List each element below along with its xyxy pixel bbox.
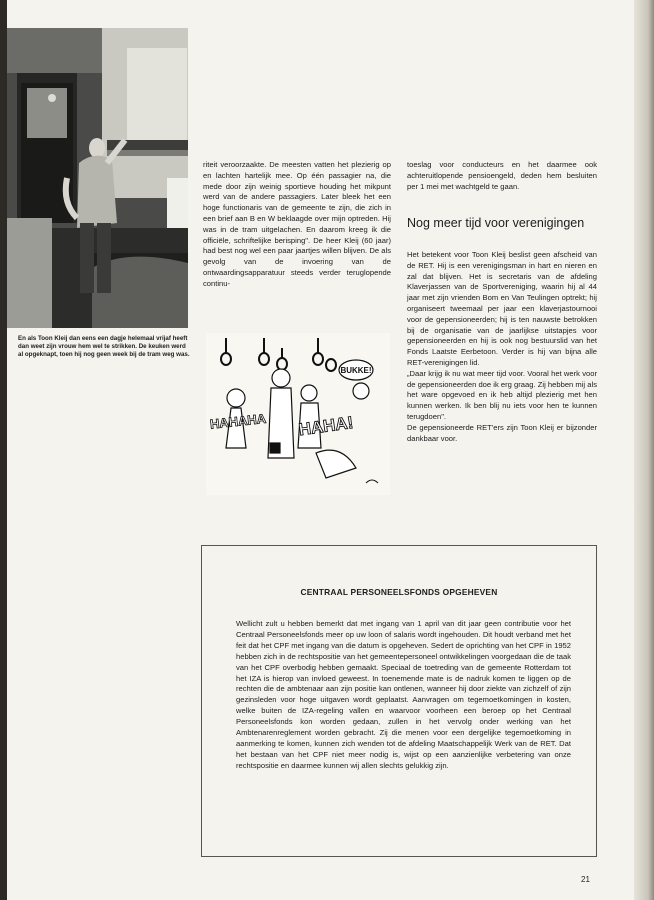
cpf-notice-body: Wellicht zult u hebben bemerkt dat met ingang van 1 april van dit jaar geen contributie voor het Centraal Personeelsfonds meer op uw loon of salaris wordt ingehouden. Dit houdt verband met het feit dat het CPF met ingang van die datum is opgeheven. Sedert de oprichting van het CPF in 1952 hebben zich in de rechtspositie van het gemeentepersoneel ontwikkelingen voorgedaan die de taak van het CPF overbodig hebben gemaakt. Speciaal de toetreding van de gemeente Rotterdam tot het IZA is hierop van invloed geweest. In toenemende mate is de nadruk komen te liggen op de rechten die de ambtenaar aan zijn positie kan ontlenen, wanneer hij door ziekte van zichzelf of zijn gezinsleden voor hoge uitgaven wordt geplaatst. Aanvragen om tegemoetkomingen in kosten, welke buiten de IZA-regeling vallen en waarvoor voorheen een beroep op het Centraal Personeelsfonds kon worden gedaan, zullen in het vervolg onder werking van het Ambtenarenreglement worden gebracht. Zij die menen voor een dergelijke tegemoetkoming in aanmerking te komen, kunnen zich wenden tot de afdeling Maatschappelijk Werk van de RET. Dat het bestaan van het CPF niet meer nodig is, wijst op een aanzienlijke verbetering van onze rechtspositie en daarmee kunnen wij allen slechts gelukkig zijn. <box>236 619 571 770</box>
page-edge-right <box>634 0 654 900</box>
cartoon-laugh-left: HAHAHA <box>209 410 267 432</box>
paragraph: „Daar krijg ik nu wat meer tijd voor. Vooral het werk voor de gepensioneerden doe ik erg graag. Zij hebben mij als het ware opgevoed en ik heb altijd plezierig met hen kunnen werken. Ik ben blij nu iets voor hen te kunnen terugdoen". <box>407 368 597 421</box>
column-2-text: riteit veroorzaakte. De meesten vatten het plezierig op en lachten hartelijk mee. Op één passagier na, die mede door zijn weinig sportieve houding het mikpunt werd van de andere passagiers. Later bleek het een hoge functionaris van de gemeente te zijn, die zich in een brief aan B en W beklaagde over mijn optreden. Hij was in de tram uitgelachen. En daarom kreeg ik die officiële, schriftelijke berisping". De heer Kleij (60 jaar) had best nog wel een paar jaartjes willen blijven. De als gevolg van de invoering van de ontwaardingsapparatuur steeds verder teruglopende continu- <box>203 160 391 288</box>
tram-cartoon <box>206 333 390 495</box>
page-number: 21 <box>581 875 590 884</box>
cartoon-laugh-right: HAHA! <box>297 412 355 440</box>
column-3-body <box>407 250 597 444</box>
page-edge-dark <box>0 0 7 900</box>
cpf-notice-box <box>201 545 597 857</box>
column-3-top-text: toeslag voor conducteurs en het daarmee ook achteruitlopende pensioengeld, deden hem besluiten per 1 mei met wachtgeld te gaan. <box>407 160 597 191</box>
section-heading: Nog meer tijd voor verenigingen <box>407 216 585 230</box>
cartoon-balloon-text: BUKKE! <box>340 366 372 375</box>
paragraph: Het betekent voor Toon Kleij beslist geen afscheid van de RET. Hij is een verenigingsman in hart en nieren en zal dat blijven. Het is secretaris van de afdeling Klaverjassen van de Sportvereniging, waarin hij al 44 jaar met zijn vrienden Bom en Van Teulingen optrekt; hij organiseert tweemaal per jaar een klaverjastournooi voor de gepensioneerden; hij is ten nauwste betrokken bij de organisatie van de jaarlijkse uitstapjes voor gepensioneerden en hij is ook nog bestuurslid van het Fonds Laatste Eerbetoon. Verder is hij van bijna alle RET-verenigingen lid. <box>407 250 597 367</box>
photo-caption: En als Toon Kleij dan eens een dagje helemaal vrijaf heeft dan weet zijn vrouw hem wel te strikken. De keuken werd al opgeknapt, toen hij nog geen week bij de tram weg was. <box>18 335 190 359</box>
cpf-notice-title: CENTRAAL PERSONEELSFONDS OPGEHEVEN <box>300 587 498 597</box>
kitchen-photo <box>7 28 188 328</box>
paragraph: De gepensioneerde RET'ers zijn Toon Kleij er bijzonder dankbaar voor. <box>407 422 597 443</box>
